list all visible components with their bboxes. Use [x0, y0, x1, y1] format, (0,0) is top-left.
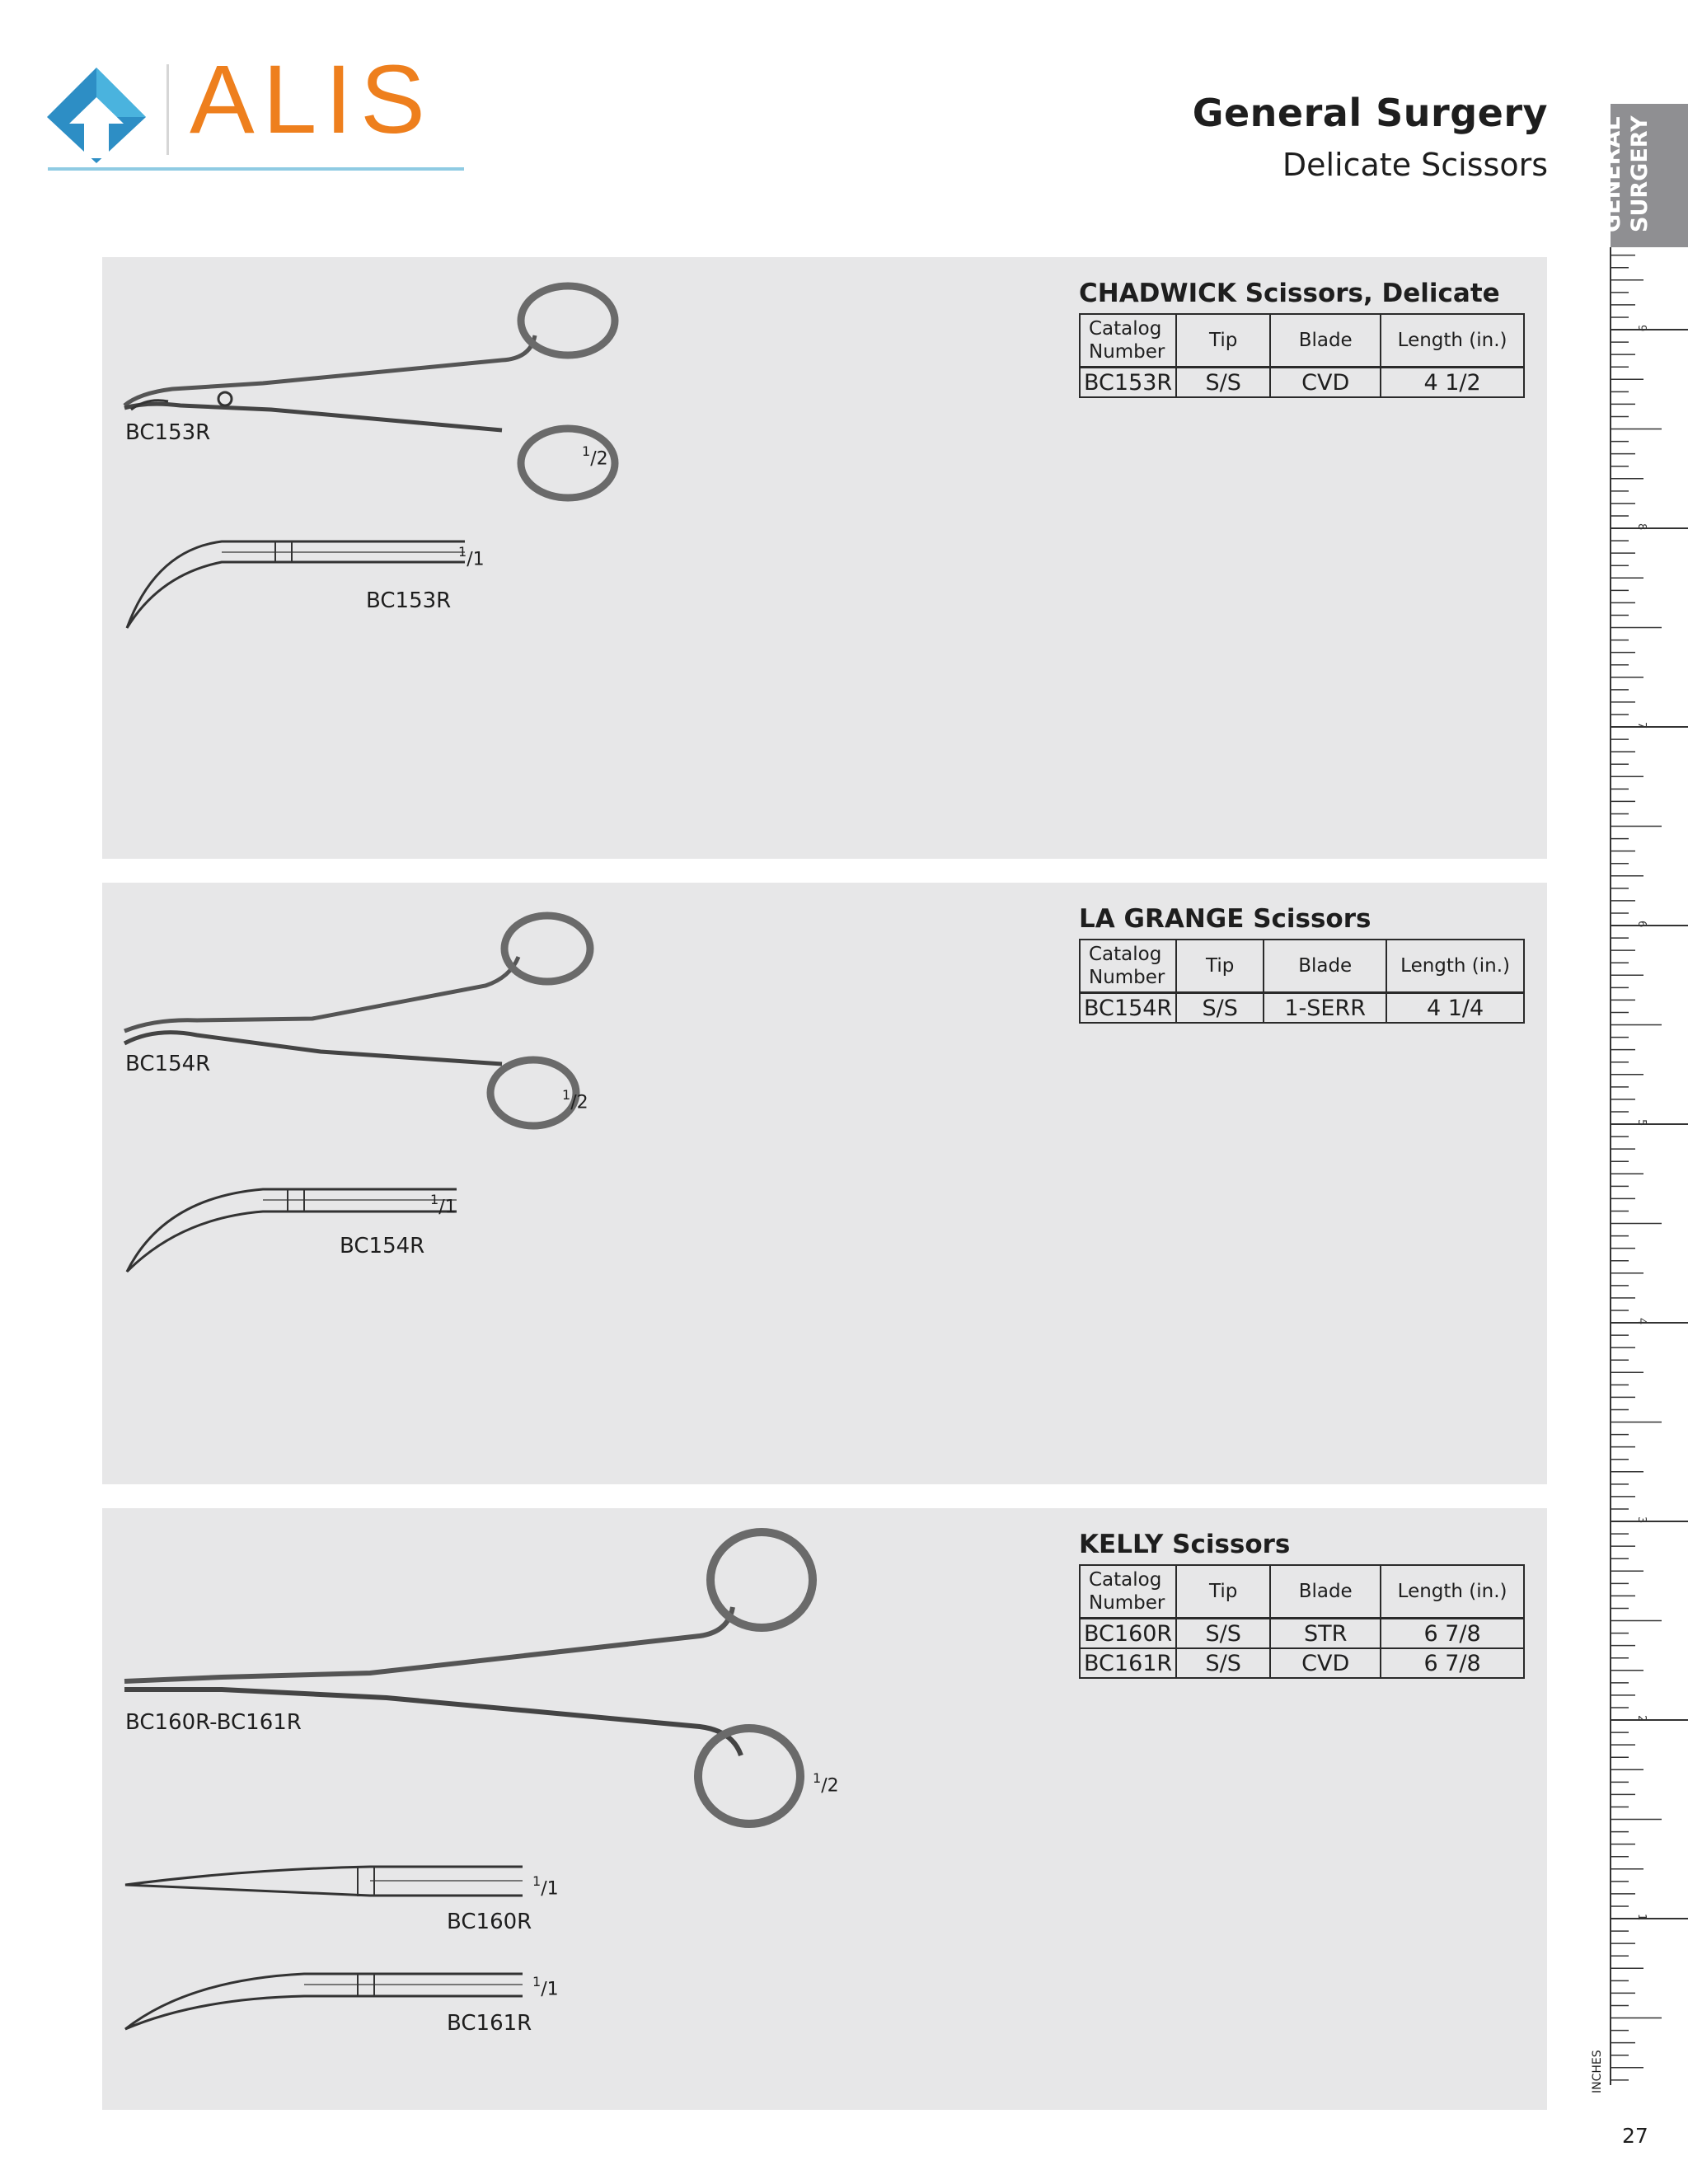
blade-cell: STR	[1270, 1619, 1381, 1649]
tip-header: Tip	[1176, 314, 1270, 368]
tip-code-label: BC160R	[447, 1910, 532, 1934]
catalog-number-cell: BC161R	[1080, 1648, 1176, 1678]
scale-half-num: 1	[562, 1087, 571, 1103]
catalog-number-cell: BC154R	[1080, 993, 1176, 1024]
ruler-number: 3	[1635, 1516, 1648, 1524]
tip-header: Tip	[1176, 1565, 1270, 1619]
table-row	[1080, 993, 1524, 1024]
scale-full-num: 1	[532, 1974, 542, 1990]
product-panel-chadwick	[102, 257, 1547, 859]
tip-cell: S/S	[1176, 993, 1264, 1024]
blade-header: Blade	[1270, 1565, 1381, 1619]
length-header: Length (in.)	[1381, 1565, 1524, 1619]
table-row	[1080, 368, 1524, 398]
length-header: Length (in.)	[1386, 940, 1524, 993]
scale-half-den: 2	[576, 1092, 588, 1113]
scissors-illustration	[123, 278, 617, 476]
length-header: Length (in.)	[1381, 314, 1524, 368]
product-title: KELLY Scissors	[1079, 1530, 1291, 1559]
scale-full-num: 1	[458, 544, 467, 560]
ruler-number: 9	[1635, 325, 1648, 332]
product-title: LA GRANGE Scissors	[1079, 904, 1372, 934]
tip-cell: S/S	[1176, 1619, 1270, 1649]
catalog-number-header: Catalog Number	[1080, 314, 1176, 368]
scale-half-den: 2	[827, 1775, 839, 1797]
spec-table-header	[1080, 940, 1524, 993]
ruler-number: 6	[1635, 921, 1648, 928]
blade-header: Blade	[1270, 314, 1381, 368]
scale-half-num: 1	[582, 443, 591, 459]
table-row	[1080, 1648, 1524, 1678]
alis-logo-mark	[45, 66, 148, 165]
spec-table-header	[1080, 1565, 1524, 1619]
tip-cell: S/S	[1176, 1648, 1270, 1678]
catalog-number-cell: BC160R	[1080, 1619, 1176, 1649]
product-panel-kelly	[102, 1508, 1547, 2110]
blade-header: Blade	[1264, 940, 1386, 993]
scale-full-label: $^1$/1	[458, 544, 485, 570]
spec-table	[1079, 939, 1525, 1024]
catalog-number-header: Catalog Number	[1080, 1565, 1176, 1619]
logo-divider	[166, 64, 169, 155]
length-cell: 4 1/2	[1381, 368, 1524, 398]
table-row	[1080, 1619, 1524, 1649]
tip-code-label: BC154R	[340, 1234, 425, 1258]
scale-half-den: 2	[596, 448, 608, 470]
blade-cell: 1-SERR	[1264, 993, 1386, 1024]
scale-full-den: 1	[546, 1979, 559, 2000]
scale-half-label: $^1$/2	[562, 1087, 588, 1113]
length-cell: 6 7/8	[1381, 1619, 1524, 1649]
blade-cell: CVD	[1270, 368, 1381, 398]
section-tab-line2: SURGERY	[1627, 115, 1653, 232]
blade-cell: CVD	[1270, 1648, 1381, 1678]
scale-full-den: 1	[444, 1197, 457, 1218]
product-code-label: BC160R-BC161R	[125, 1710, 302, 1735]
section-tab-label	[1599, 117, 1688, 232]
scale-half-num: 1	[813, 1770, 822, 1786]
ruler-number: 8	[1635, 523, 1648, 531]
section-tab-line1: GENERAL	[1600, 116, 1625, 232]
scale-full-label: $^1$/1	[430, 1192, 457, 1218]
scale-full-label: $^1$/1	[532, 1974, 559, 2000]
product-title: CHADWICK Scissors, Delicate	[1079, 279, 1500, 308]
page-subtitle: Delicate Scissors	[1282, 147, 1548, 183]
spec-table	[1079, 1564, 1525, 1679]
ruler-number: 1	[1635, 1914, 1648, 1921]
ruler-unit-label: INCHES	[1591, 2050, 1604, 2093]
logo-text: ALIS	[190, 45, 434, 154]
scissors-illustration	[123, 1529, 865, 1825]
tip-detail-illustration	[123, 1863, 551, 1912]
spec-table-header	[1080, 314, 1524, 368]
page-number: 27	[1622, 2124, 1648, 2148]
tip-header: Tip	[1176, 940, 1264, 993]
scale-half-label: $^1$/2	[582, 443, 608, 470]
ruler-number: 4	[1635, 1318, 1648, 1325]
scale-full-num: 1	[532, 1873, 542, 1889]
catalog-number-header: Catalog Number	[1080, 940, 1176, 993]
inch-ruler	[1609, 247, 1688, 2085]
spec-table	[1079, 313, 1525, 398]
ruler-number: 2	[1635, 1715, 1648, 1722]
length-cell: 6 7/8	[1381, 1648, 1524, 1678]
product-code-label: BC154R	[125, 1052, 211, 1076]
scale-full-num: 1	[430, 1192, 439, 1207]
logo-underline	[48, 167, 464, 171]
length-cell: 4 1/4	[1386, 993, 1524, 1024]
ruler-number: 5	[1635, 1119, 1648, 1127]
tip-code-label: BC161R	[447, 2011, 532, 2036]
product-code-label: BC153R	[125, 420, 211, 445]
scale-half-label: $^1$/2	[813, 1770, 839, 1797]
scale-full-den: 1	[472, 549, 485, 570]
tip-code-label: BC153R	[366, 588, 452, 613]
tip-cell: S/S	[1176, 368, 1270, 398]
scale-full-label: $^1$/1	[532, 1873, 559, 1900]
product-panel-la-grange	[102, 883, 1547, 1484]
ruler-number: 7	[1635, 722, 1648, 729]
scale-full-den: 1	[546, 1878, 559, 1900]
page-title: General Surgery	[1192, 91, 1548, 135]
catalog-number-cell: BC153R	[1080, 368, 1176, 398]
